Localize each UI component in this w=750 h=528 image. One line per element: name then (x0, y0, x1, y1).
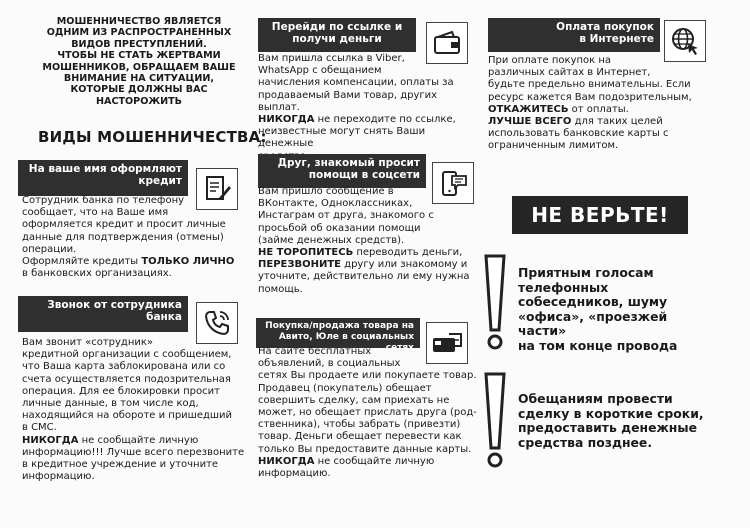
card1-line: данные для подтверждения (отмены) (22, 231, 224, 243)
card2-line: операция. Для ее блокировки просит (22, 385, 220, 397)
card5-line: информацию. (258, 468, 331, 480)
card1-line: Сотрудник банка по телефону (22, 195, 185, 206)
card1-line: операции. (22, 243, 77, 255)
card5-line: товар. Деньги обещает перевести как (258, 431, 462, 443)
warning-line: Обещаниям провести (518, 391, 673, 406)
card1-tail: Оформляйте кредиты (22, 256, 142, 268)
card2-line: находящийся на обороте и пришедший (22, 410, 233, 422)
card6-line: различных сайтах в Интернет, (488, 67, 651, 79)
card2-title-bar (18, 296, 188, 332)
card6-title-bar (488, 18, 660, 52)
intro-line: НАСТОРОЖИТЬ (95, 95, 182, 107)
card4-line: переводить деньги, (353, 247, 463, 259)
card3-line: неизвестные могут снять Ваши денежные (258, 126, 426, 150)
card6-line: ограниченным лимитом. (488, 140, 619, 152)
card3-line: не переходите по ссылке, (314, 114, 456, 126)
card6-bold: ОТКАЖИТЕСЬ (488, 103, 569, 115)
card6-title-line: в Интернете (579, 33, 654, 45)
card3-line: начисления компенсации, оплаты за (258, 77, 454, 89)
card5-line: может, но обещает прислать друга (род- (258, 407, 477, 419)
warning-line: «офиса», «проезжей части» (518, 308, 668, 339)
card2-line: в кредитное учреждение и уточните (22, 459, 219, 471)
intro-line: ОДНИМ ИЗ РАСПРОСТРАНЕННЫХ (46, 27, 232, 39)
intro-line: ЧТОБЫ НЕ СТАТЬ ЖЕРТВАМИ (57, 50, 221, 62)
intro-line: МОШЕННИЧЕСТВО ЯВЛЯЕТСЯ (56, 16, 222, 27)
card5-bold: НИКОГДА (258, 455, 315, 467)
card4-line: просьбой об оказании помощи (258, 222, 421, 234)
card5-title-line: Покупка/продажа товара на (265, 321, 414, 331)
card1-line: оформляется кредит и просит личные (22, 219, 226, 231)
card3-text (258, 53, 480, 163)
card4-line: (займе денежных средств). (258, 234, 405, 246)
card2-line: в СМС. (22, 422, 57, 434)
card2-line: не сообщайте личную (78, 434, 199, 446)
card2-line: информацию!!! Лучше всего перезвоните (22, 446, 245, 458)
card4-line: Вам пришло сообщение в (258, 186, 394, 197)
warning-line: средства позднее. (518, 434, 653, 450)
card5-title-line: Авито, Юле в социальных сетях (278, 332, 414, 353)
card6-line: ресурс кажется Вам подозрительным, (488, 91, 692, 103)
card5-line: объявлений, в социальных (258, 358, 401, 370)
card6-text (488, 55, 710, 153)
card1-title-line: кредит (138, 175, 182, 187)
card6-line: использовать банковские карты с (488, 128, 669, 140)
intro-line: ВНИМАНИЕ НА СИТУАЦИИ, (63, 73, 215, 85)
card4-title-line: Друг, знакомый просит (277, 157, 420, 169)
card2-line: счета осуществляется подозрительная (22, 373, 231, 385)
card3-title-bar (258, 18, 416, 52)
intro-line: ВИДОВ ПРЕСТУПЛЕНИЙ. (71, 38, 207, 50)
kinds-title: ВИДЫ МОШЕННИЧЕСТВА: (38, 128, 267, 146)
card1-line: в банковских организациях. (22, 268, 172, 280)
card4-text (258, 186, 480, 296)
warning-line: предоставить денежные (518, 420, 697, 436)
card6-line: от оплаты. (568, 103, 629, 115)
card5-line: сетях Вы продаете или покупаете товар. (258, 370, 477, 382)
card1-title-bar (18, 160, 188, 196)
card3-title-line: Перейди по ссылке и (271, 21, 403, 33)
card6-line: для таких целей (571, 116, 663, 128)
card1-title-line: На ваше имя оформляют (28, 163, 182, 175)
card2-title-line: банка (146, 311, 182, 323)
card5-line: Продавец (покупатель) обещает (258, 382, 432, 394)
card1-text (22, 195, 247, 280)
card5-text (258, 346, 480, 480)
card3-line: WhatsApp с обещанием (258, 65, 382, 77)
card2-text (22, 337, 254, 483)
intro-line: МОШЕННИКОВ, ОБРАЩАЕМ ВАШЕ (42, 61, 236, 73)
card4-line: уточните, действительно ли ему нужна (258, 271, 470, 283)
card2-line: личные данные, в том числе код, (22, 398, 199, 410)
card6-title-line: Оплата покупок (556, 21, 654, 33)
warning-line: собеседников, шуму (518, 294, 668, 310)
card2-title-line: Звонок от сотрудника (47, 299, 182, 311)
card4-line: другу или знакомому и (340, 259, 468, 271)
card4-bold: ПЕРЕЗВОНИТЕ (258, 259, 341, 271)
card2-line: что Ваша карта заблокирована или со (22, 361, 226, 373)
warning-line: на том конце провода (518, 337, 678, 353)
intro-line: КОТОРЫЕ ДОЛЖНЫ ВАС (70, 84, 208, 96)
warning-voices (518, 266, 718, 354)
card6-line: будьте предельно внимательны. Если (488, 79, 691, 91)
warning-line: сделку в короткие сроки, (518, 405, 704, 421)
card3-line: продаваемый Вами товар, других выплат. (258, 89, 438, 113)
card5-line: ственника), чтобы забрать (привезти) (258, 419, 461, 431)
card5-line: совершить сделку, сам приехать не (258, 394, 450, 406)
card2-bold: НИКОГДА (22, 434, 79, 446)
dont-trust-banner: НЕ ВЕРЬТЕ! (512, 196, 688, 234)
card4-title-line: помощи в соцсети (308, 169, 420, 181)
card1-line: сообщает, что на Ваше имя (22, 207, 169, 219)
card2-line: Вам звонит «сотрудник» (22, 337, 154, 348)
warning-line: Приятным голосам (518, 265, 654, 280)
card3-title-line: получи деньги (292, 33, 382, 45)
card5-line: только Вы предоставите данные карты. (258, 443, 472, 455)
card4-line: помощь. (258, 283, 303, 295)
card2-line: информацию. (22, 471, 95, 483)
card4-line: ВКонтакте, Одноклассниках, (258, 198, 413, 210)
card5-line: На сайте бесплатных (258, 346, 372, 357)
intro-text (30, 16, 248, 107)
card3-line: Вам пришла ссылка в Viber, (258, 53, 405, 64)
exclamation-icon (482, 252, 508, 356)
card1-tail-bold: ТОЛЬКО ЛИЧНО (141, 256, 235, 268)
card5-line: не сообщайте личную (314, 455, 435, 467)
card6-bold: ЛУЧШЕ ВСЕГО (488, 116, 572, 128)
warning-line: телефонных (518, 279, 609, 295)
warning-promises (518, 392, 718, 450)
exclamation-icon (482, 370, 508, 474)
card4-title-bar (258, 154, 426, 188)
card4-line: Инстаграм от друга, знакомого с (258, 210, 434, 222)
card6-line: При оплате покупок на (488, 55, 612, 66)
card3-bold: НИКОГДА (258, 114, 315, 126)
card2-line: кредитной организации с сообщением, (22, 349, 232, 361)
card4-bold: НЕ ТОРОПИТЕСЬ (258, 247, 354, 259)
